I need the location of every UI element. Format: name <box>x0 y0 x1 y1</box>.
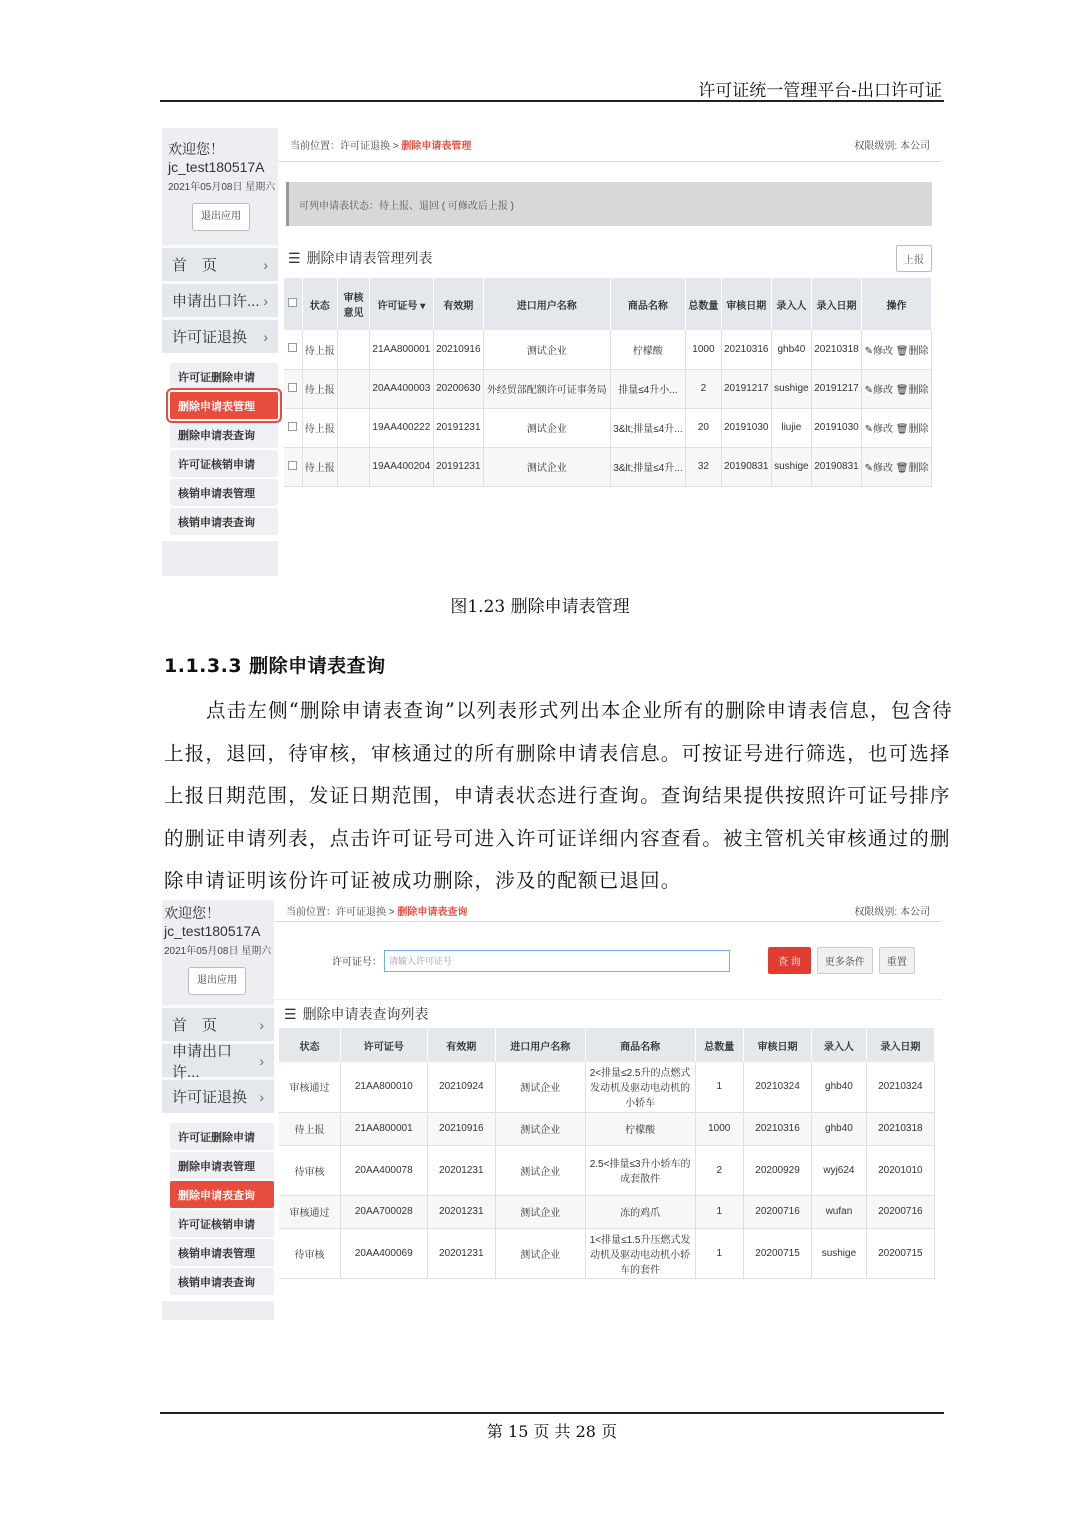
logout-button[interactable]: 退出应用 <box>188 967 246 995</box>
edit-link[interactable]: 修改 <box>872 345 893 357</box>
col-header: 录入人 <box>771 278 811 330</box>
breadcrumb: 当前位置：许可证退换 > 删除申请表查询 权限级别: 本公司 <box>274 900 942 922</box>
edit-icon[interactable]: ✎ <box>864 385 873 396</box>
submenu <box>162 1113 274 1301</box>
col-header: 录入日期 <box>866 1028 934 1062</box>
nav-license-return[interactable]: 许可证退换 › <box>162 317 278 353</box>
edit-link[interactable]: 修改 <box>872 424 893 435</box>
table-row: 审核通过 20AA700028 20201231 测试企业 冻的鸡爪 1 20200716 wufan 20200716 <box>279 1195 935 1228</box>
col-header: 审核日期 <box>721 278 771 330</box>
edit-icon[interactable]: ✎ <box>864 463 873 474</box>
page-header <box>160 76 944 102</box>
col-header: 商品名称 <box>610 278 685 330</box>
sub-delete-query[interactable]: 删除申请表查询 <box>170 1181 274 1208</box>
nav-home[interactable]: 首 页 › <box>162 1005 274 1041</box>
list-icon: ☰ <box>284 1005 297 1022</box>
welcome-text: 欢迎您！ <box>168 141 224 157</box>
sidebar <box>162 900 274 1320</box>
table-row: 待上报 19AA400204 20191231 测试企业 3&lt;排量≤4升... 32 20190831 sushige 20190831 ✎修改 🗑删除 <box>284 447 932 486</box>
current-date: 2021年05月08日 星期六 <box>168 182 276 193</box>
table-row: 待审核 20AA400069 20201231 测试企业 1<排量≤1.5升压燃式发动机及驱动电动机小轿车的套件 1 20200715 sushige 20200715 <box>279 1228 935 1278</box>
col-header: 录入日期 <box>811 278 861 330</box>
search-bar <box>274 922 942 1000</box>
sub-delete-management[interactable]: 删除申请表管理 <box>170 392 278 419</box>
col-header: 操作 <box>862 278 932 330</box>
main-panel <box>274 900 942 1320</box>
col-header-license-no[interactable]: 许可证号 ▾ <box>369 278 433 330</box>
col-header: 有效期 <box>433 278 483 330</box>
chevron-right-icon: › <box>263 292 268 309</box>
sub-delete-query[interactable]: 删除申请表查询 <box>170 421 278 448</box>
sub-writeoff-management[interactable]: 核销申请表管理 <box>170 1239 274 1266</box>
table-row: 待上报 21AA800001 20210916 测试企业 柠檬酸 1000 20210316 ghb40 20210318 <box>279 1112 935 1145</box>
table-row: 待上报 19AA400222 20191231 测试企业 3&lt;排量≤4升... 20 20191030 liujie 20191030 ✎修改 🗑删除 <box>284 408 932 447</box>
edit-link[interactable]: 修改 <box>872 385 893 396</box>
more-conditions-button[interactable]: 更多条件 <box>817 947 873 974</box>
row-checkbox[interactable] <box>284 369 302 408</box>
sub-writeoff-apply[interactable]: 许可证核销申请 <box>170 1210 274 1237</box>
edit-icon[interactable]: ✎ <box>864 424 873 435</box>
trash-icon[interactable]: 🗑 <box>895 345 909 357</box>
page-footer <box>160 1412 944 1442</box>
nav-apply-export[interactable]: 申请出口许... › <box>162 1041 274 1077</box>
col-header: 总数量 <box>686 278 721 330</box>
trash-icon[interactable]: 🗑 <box>895 463 909 474</box>
col-header: 审核意见 <box>337 278 369 330</box>
welcome-block <box>162 128 278 231</box>
col-header: 进口用户名称 <box>495 1028 585 1062</box>
logout-button[interactable]: 退出应用 <box>192 203 250 231</box>
query-table <box>279 1028 935 1279</box>
delete-link[interactable]: 删除 <box>908 385 929 396</box>
trash-icon[interactable]: 🗑 <box>895 424 909 435</box>
col-header: 许可证号 <box>340 1028 427 1062</box>
main-panel <box>278 128 942 576</box>
table-row: 待审核 20AA400078 20201231 测试企业 2.5<排量≤3升小轿车的成套散件 2 20200929 wyj624 20201010 <box>279 1145 935 1195</box>
row-checkbox[interactable] <box>284 447 302 486</box>
section-heading: 1.1.3.3 删除申请表查询 <box>164 655 386 677</box>
status-notice: 可列申请表状态：待上报、退回 ( 可修改后上报 ) <box>286 182 932 226</box>
section-paragraph: 点击左侧“删除申请表查询”以列表形式列出本企业所有的删除申请表信息，包含待上报，退回，待审核，审核通过的所有删除申请表信息。可按证号进行筛选，也可选择上报日期范围，发证日期范围，申请表状态进行查询。查询结果提供按照许可证号排序的删证申请列表，点击许可证号可进入许可证详细内容查看。被主管机关审核通过的删除申请证明该份许可证被成功删除，涉及的配额已退回。 <box>164 699 953 892</box>
search-label: 许可证号： <box>332 957 382 968</box>
col-header: 状态 <box>302 278 337 330</box>
sub-license-delete-apply[interactable]: 许可证删除申请 <box>170 363 278 390</box>
col-header: 进口用户名称 <box>483 278 610 330</box>
sub-delete-management[interactable]: 删除申请表管理 <box>170 1152 274 1179</box>
trash-icon[interactable]: 🗑 <box>895 385 909 396</box>
delete-link[interactable]: 删除 <box>908 463 929 474</box>
reset-button[interactable]: 重置 <box>879 947 915 974</box>
col-header: 审核日期 <box>743 1028 811 1062</box>
row-checkbox[interactable] <box>284 330 302 369</box>
nav-apply-export[interactable]: 申请出口许... › <box>162 281 278 317</box>
query-button[interactable]: 查 询 <box>768 947 811 974</box>
table-row: 待上报 20AA400003 20200630 外经贸部配额许可证事务局 排量≤4升小... 2 20191217 sushige 20191217 ✎修改 🗑删除 <box>284 369 932 408</box>
edit-link[interactable]: 修改 <box>872 463 893 474</box>
figure-caption: 图1.23 删除申请表管理 <box>450 597 630 617</box>
breadcrumb-current[interactable]: 删除申请表查询 <box>397 907 468 918</box>
page-number: 第 15 页 共 28 页 <box>486 1422 618 1441</box>
nav-license-return[interactable]: 许可证退换 › <box>162 1077 274 1113</box>
permission-level: 权限级别: 本公司 <box>854 141 930 152</box>
chevron-right-icon: › <box>259 1088 264 1105</box>
table-row: 待上报 21AA800001 20210916 测试企业 柠檬酸 1000 20210316 ghb40 20210318 ✎修改 🗑删除 <box>284 330 932 369</box>
management-table <box>284 278 932 487</box>
chevron-right-icon: › <box>259 1052 264 1069</box>
list-header <box>274 1000 942 1028</box>
table-row: 审核通过 21AA800010 20210924 测试企业 2<排量≤2.5升的点燃式发动机及驱动电动机的小轿车 1 20210324 ghb40 20210324 <box>279 1062 935 1112</box>
sub-writeoff-management[interactable]: 核销申请表管理 <box>170 479 278 506</box>
sub-license-delete-apply[interactable]: 许可证删除申请 <box>170 1123 274 1150</box>
screenshot-delete-query <box>162 900 942 1320</box>
current-date: 2021年05月08日 星期六 <box>164 946 272 957</box>
chevron-right-icon: › <box>263 328 268 345</box>
chevron-right-icon: › <box>259 1016 264 1033</box>
permission-level: 权限级别: 本公司 <box>854 907 930 918</box>
list-title: 删除申请表查询列表 <box>302 1006 429 1022</box>
list-title: 删除申请表管理列表 <box>306 250 433 266</box>
nav-home[interactable]: 首 页 › <box>162 245 278 281</box>
col-header: 商品名称 <box>585 1028 695 1062</box>
welcome-text: 欢迎您！ <box>164 905 220 921</box>
header-title: 许可证统一管理平台-出口许可证 <box>698 81 942 101</box>
breadcrumb-current[interactable]: 删除申请表管理 <box>401 141 472 152</box>
sub-writeoff-query[interactable]: 核销申请表查询 <box>170 1268 274 1295</box>
list-icon: ☰ <box>288 249 301 266</box>
license-number-input[interactable]: 请输入许可证号 <box>384 950 730 972</box>
sub-writeoff-apply[interactable]: 许可证核销申请 <box>170 450 278 477</box>
username: jc_test180517A <box>168 159 265 175</box>
welcome-block <box>162 900 274 995</box>
select-all-checkbox[interactable] <box>284 278 302 330</box>
breadcrumb: 当前位置：许可证退换 > 删除申请表管理 权限级别: 本公司 <box>278 128 942 162</box>
list-header <box>278 242 942 274</box>
submenu <box>162 353 278 541</box>
col-header: 状态 <box>279 1028 340 1062</box>
report-button[interactable]: 上报 <box>896 245 932 272</box>
screenshot-delete-management <box>162 128 942 576</box>
username: jc_test180517A <box>164 923 261 939</box>
delete-link[interactable]: 删除 <box>908 424 929 435</box>
col-header: 有效期 <box>427 1028 495 1062</box>
col-header: 总数量 <box>695 1028 743 1062</box>
chevron-right-icon: › <box>263 256 268 273</box>
sub-writeoff-query[interactable]: 核销申请表查询 <box>170 508 278 535</box>
col-header: 录入人 <box>812 1028 866 1062</box>
delete-link[interactable]: 删除 <box>908 345 929 357</box>
row-checkbox[interactable] <box>284 408 302 447</box>
edit-icon[interactable]: ✎ <box>864 345 873 357</box>
sidebar <box>162 128 278 576</box>
